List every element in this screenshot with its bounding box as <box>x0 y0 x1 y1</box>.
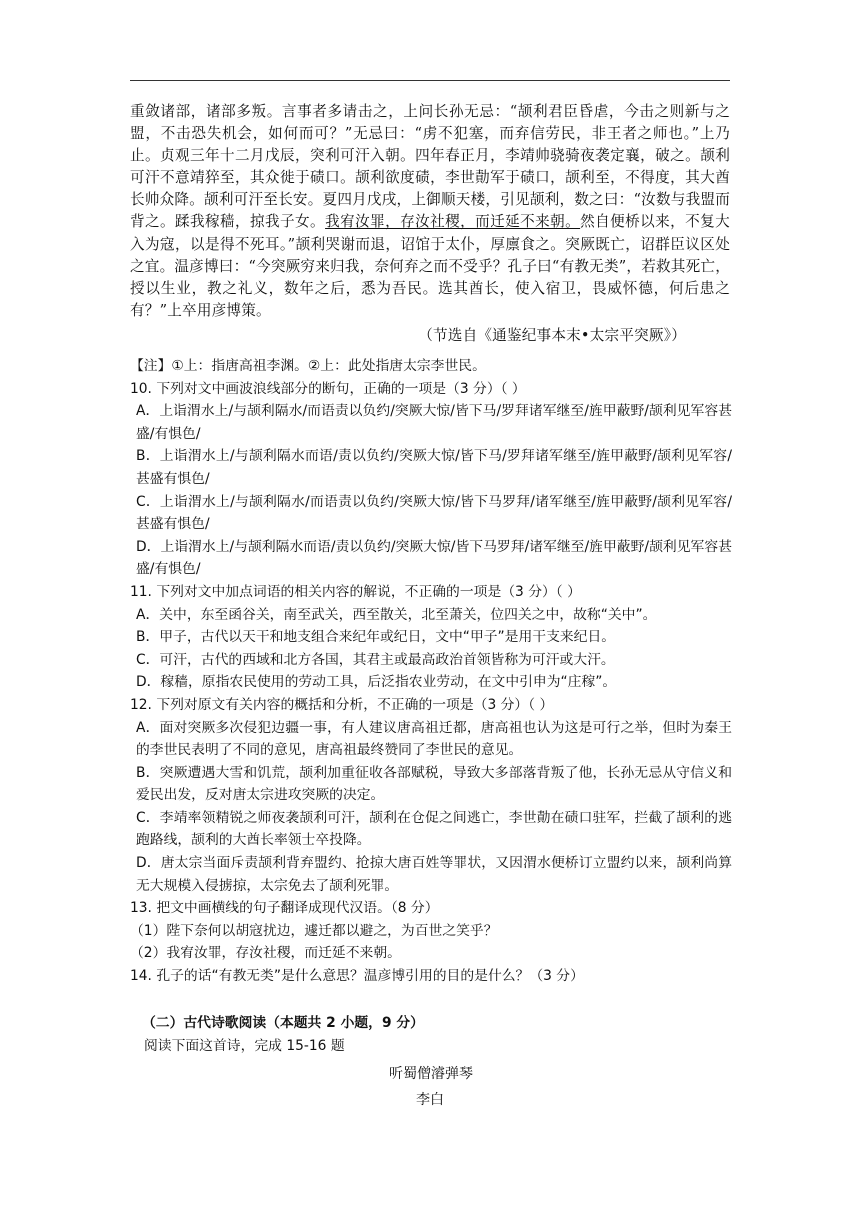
section-2-heading: （二）古代诗歌阅读（本题共 2 小题，9 分） <box>142 1015 424 1031</box>
question-10-option-a: A．上诣渭水上/与颉利隔水/而语责以负约/突厥大惊/皆下马/罗拜诸军继至/旌甲蔽野/颉利见军容甚盛/有惧色/ <box>136 403 732 442</box>
passage-paragraph <box>130 101 730 322</box>
question-12-stem: 12. 下列对原文有关内容的概括和分析，不正确的一项是（3 分）（ ） <box>130 696 554 713</box>
question-10-option-d: D．上诣渭水上/与颉利隔水而语/责以负约/突厥大惊/皆下马罗拜/诸军继至/旌甲蔽野/颉利见军容甚盛/有惧色/ <box>136 538 732 578</box>
poem-header <box>130 1061 730 1113</box>
question-11-option-a: A．关中，东至函谷关，南至武关，西至散关，北至萧关，位四关之中，故称“关中”。 <box>136 606 657 623</box>
question-11-option-d: D．稼穑，原指农民使用的劳动工具，后泛指农业劳动，在文中引申为“庄稼”。 <box>136 674 617 691</box>
question-11-stem: 11. 下列对文中加点词语的相关内容的解说，不正确的一项是（3 分）（ ） <box>130 583 581 600</box>
question-11-option-b: B．甲子，古代以天干和地支组合来纪年或纪日，文中“甲子”是用干支来纪日。 <box>136 629 616 646</box>
question-11-option-c: C．可汗，古代的西域和北方各国，其君主或最高政治首领皆称为可汗或大汗。 <box>136 651 615 668</box>
question-12-option-d: D．唐太宗当面斥责颉利背弃盟约、抢掠大唐百姓等罪状，又因渭水便桥订立盟约以来，颉利尚算无大规模入侵掳掠，太宗免去了颉利死罪。 <box>136 855 732 894</box>
question-10-option-c: C．上诣渭水上/与颉利隔水/而语责以负约/突厥大惊/皆下马罗拜/诸军继至/旌甲蔽野/颉利见军容/甚盛有惧色/ <box>136 493 732 533</box>
passage-source: （节选自《通鉴纪事本末•太宗平突厥》） <box>418 326 686 344</box>
question-10-option-b: B．上诣渭水上/与颉利隔水而语/责以负约/突厥大惊/皆下马/罗拜诸军继至/旌甲蔽野/颉利见军容/甚盛有惧色/ <box>136 448 732 487</box>
question-13-sentence-1: （1）陛下奈何以胡寇扰边，遽迁都以避之，为百世之笑乎？ <box>130 922 498 939</box>
poem-title: 听蜀僧濬弹琴 <box>389 1066 473 1083</box>
section-2-intro: 阅读下面这首诗，完成 15-16 题 <box>144 1037 345 1054</box>
question-12-option-b: B．突厥遭遇大雪和饥荒，颉利加重征收各部赋税，导致大多部落背叛了他，长孙无忌从守信义和爱民出发，反对唐太宗进攻突厥的决定。 <box>136 764 732 804</box>
passage <box>130 101 730 347</box>
question-10-stem: 10. 下列对文中画波浪线部分的断句，正确的一项是（3 分）（ ） <box>130 380 526 397</box>
underlined-sentence: 我宥汝罪，存汝社稷，而迁延不来朝。 <box>325 213 581 231</box>
passage-text-end: 然自便桥以来，不复大入为寇，以是得不死耳。”颉利哭谢而退，诏馆于太仆，厚廪食之。突厥既亡，诏群臣议区处之宜。温彦博曰：“今突厥穷来归我，奈何弃之而不受乎？孔子曰“有教无类”，若救其死亡，授以生业，教之礼义，数年之后，悉为吾民。选其酋长，使入宿卫，畏威怀德，何后患之有？”上卒用彦博策。 <box>130 213 730 319</box>
note: 【注】①上：指唐高祖李渊。②上：此处指唐太宗李世民。 <box>130 358 486 374</box>
question-12-option-c: C．李靖率领精锐之师夜袭颉利可汗，颉利在仓促之间逃亡，李世勣在碛口驻军，拦截了颉利的逃跑路线，颉利的大酋长率领士卒投降。 <box>136 809 732 849</box>
questions <box>130 355 732 988</box>
passage-text: 重敛诸部，诸部多叛。言事者多请击之，上问长孙无忌：“颉利君臣昏虐，今击之则新与之盟，不击恐失机会，如何而可？”无忌曰：“虏不犯塞，而弃信劳民，非王者之师也。”上乃止。贞观三年十二月戊辰，突利可汗入朝。四年春正月，李靖帅骁骑夜袭定襄，破之。颉利可汗不意靖猝至，其众徙于碛口。颉利欲度碛，李世勣军于碛口，颉利至，不得度，其大酋长帅众降。颉利可汗至长安。夏四月戊戌，上御顺天楼，引见颉利，数之曰：“汝数与我盟而背之。蹂我稼穑，掠我子女。 <box>130 103 730 231</box>
question-13-sentence-2: （2）我宥汝罪，存汝社稷，而迁延不来朝。 <box>130 945 401 962</box>
question-12-option-a: A．面对突厥多次侵犯边疆一事，有人建议唐高祖迁都，唐高祖也认为这是可行之举，但时为秦王的李世民表明了不同的意见，唐高祖最终赞同了李世民的意见。 <box>136 719 732 759</box>
header-rule <box>130 80 730 81</box>
section-2 <box>130 1012 730 1113</box>
question-13-stem: 13. 把文中画横线的句子翻译成现代汉语。（8 分） <box>130 900 439 917</box>
poem-author: 李白 <box>416 1092 444 1109</box>
question-14-stem: 14. 孔子的话“有教无类”是什么意思？温彦博引用的目的是什么？（3 分） <box>130 968 584 985</box>
